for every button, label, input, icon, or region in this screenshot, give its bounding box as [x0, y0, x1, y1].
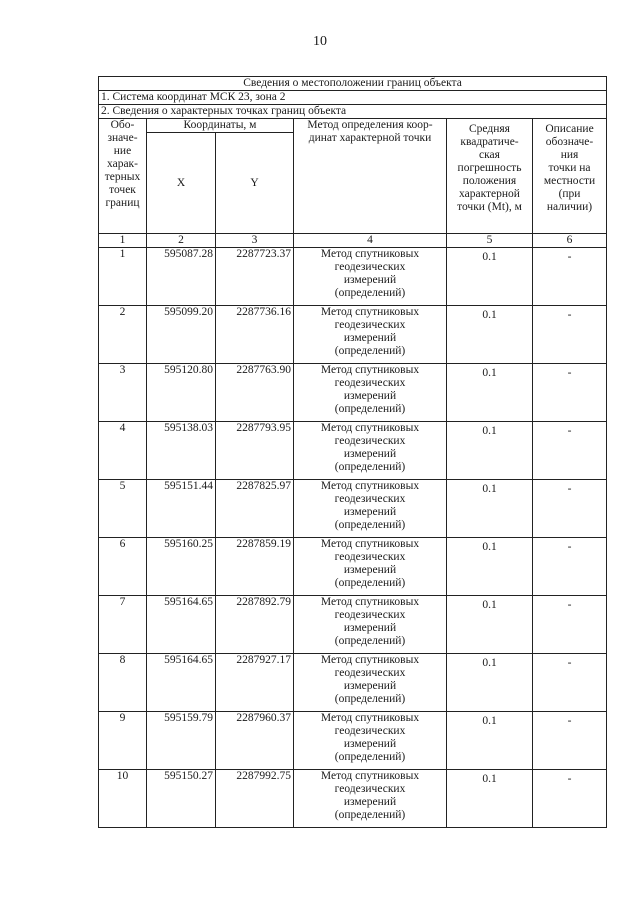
- description-cell: -: [533, 248, 607, 306]
- method-cell: Метод спутниковых геодезических измерений (определений): [294, 422, 447, 480]
- point-number: 1: [99, 248, 147, 306]
- error-cell: 0.1: [447, 654, 533, 712]
- coord-y: 2287736.16: [216, 306, 294, 364]
- method-cell: Метод спутниковых геодезических измерений (определений): [294, 538, 447, 596]
- coord-y: 2287825.97: [216, 480, 294, 538]
- method-cell: Метод спутниковых геодезических измерений (определений): [294, 596, 447, 654]
- column-number: 2: [147, 234, 216, 248]
- description-cell: -: [533, 654, 607, 712]
- method-cell: Метод спутниковых геодезических измерений (определений): [294, 712, 447, 770]
- header-y: Y: [216, 133, 294, 234]
- coord-x: 595120.80: [147, 364, 216, 422]
- point-number: 6: [99, 538, 147, 596]
- header-x: X: [147, 133, 216, 234]
- description-cell: -: [533, 480, 607, 538]
- page-number: 10: [313, 34, 327, 49]
- point-number: 9: [99, 712, 147, 770]
- error-cell: 0.1: [447, 364, 533, 422]
- coord-x: 595099.20: [147, 306, 216, 364]
- column-number: 3: [216, 234, 294, 248]
- coord-x: 595087.28: [147, 248, 216, 306]
- point-number: 5: [99, 480, 147, 538]
- table-row: [99, 306, 607, 364]
- point-number: 10: [99, 770, 147, 828]
- error-cell: 0.1: [447, 248, 533, 306]
- point-number: 3: [99, 364, 147, 422]
- method-cell: Метод спутниковых геодезических измерений (определений): [294, 770, 447, 828]
- description-cell: -: [533, 770, 607, 828]
- header-description: Описание обозначе- ния точки на местности (при наличии): [533, 119, 607, 234]
- error-cell: 0.1: [447, 480, 533, 538]
- boundary-points-table: [98, 76, 607, 828]
- coord-y: 2287892.79: [216, 596, 294, 654]
- coord-x: 595164.65: [147, 596, 216, 654]
- error-cell: 0.1: [447, 538, 533, 596]
- method-cell: Метод спутниковых геодезических измерений (определений): [294, 654, 447, 712]
- error-cell: 0.1: [447, 422, 533, 480]
- table-row: [99, 712, 607, 770]
- coord-x: 595160.25: [147, 538, 216, 596]
- coord-x: 595164.65: [147, 654, 216, 712]
- table-row: [99, 248, 607, 306]
- column-number: 1: [99, 234, 147, 248]
- description-cell: -: [533, 306, 607, 364]
- table-title: Сведения о местоположении границ объекта: [99, 77, 607, 91]
- description-cell: -: [533, 364, 607, 422]
- description-cell: -: [533, 712, 607, 770]
- coord-x: 595151.44: [147, 480, 216, 538]
- point-number: 4: [99, 422, 147, 480]
- table-row: [99, 770, 607, 828]
- point-number: 2: [99, 306, 147, 364]
- column-number-row: [99, 234, 607, 248]
- coord-y: 2287960.37: [216, 712, 294, 770]
- coord-y: 2287763.90: [216, 364, 294, 422]
- column-number: 4: [294, 234, 447, 248]
- point-number: 7: [99, 596, 147, 654]
- header-method: Метод определения коор- динат характерной точки: [294, 119, 447, 234]
- table-row: [99, 422, 607, 480]
- error-cell: 0.1: [447, 770, 533, 828]
- coordinate-system: 1. Система координат МСК 23, зона 2: [99, 91, 607, 105]
- coord-x: 595150.27: [147, 770, 216, 828]
- header-error: Средняя квадратиче- ская погрешность положения характерной точки (Mt), м: [447, 119, 533, 234]
- table-row: [99, 654, 607, 712]
- header-coordinates: Координаты, м: [147, 119, 294, 133]
- coord-y: 2287927.17: [216, 654, 294, 712]
- coord-y: 2287859.19: [216, 538, 294, 596]
- method-cell: Метод спутниковых геодезических измерений (определений): [294, 248, 447, 306]
- error-cell: 0.1: [447, 306, 533, 364]
- column-number: 6: [533, 234, 607, 248]
- method-cell: Метод спутниковых геодезических измерений (определений): [294, 306, 447, 364]
- error-cell: 0.1: [447, 596, 533, 654]
- method-cell: Метод спутниковых геодезических измерений (определений): [294, 480, 447, 538]
- coord-x: 595138.03: [147, 422, 216, 480]
- description-cell: -: [533, 596, 607, 654]
- description-cell: -: [533, 422, 607, 480]
- coord-y: 2287793.95: [216, 422, 294, 480]
- table-row: [99, 480, 607, 538]
- section-heading: 2. Сведения о характерных точках границ объекта: [99, 105, 607, 119]
- header-designation: Обо- значе- ние харак- терных точек границ: [99, 119, 147, 234]
- description-cell: -: [533, 538, 607, 596]
- method-cell: Метод спутниковых геодезических измерений (определений): [294, 364, 447, 422]
- table-row: [99, 596, 607, 654]
- column-number: 5: [447, 234, 533, 248]
- coord-x: 595159.79: [147, 712, 216, 770]
- table-row: [99, 364, 607, 422]
- coord-y: 2287992.75: [216, 770, 294, 828]
- coord-y: 2287723.37: [216, 248, 294, 306]
- error-cell: 0.1: [447, 712, 533, 770]
- table-row: [99, 538, 607, 596]
- point-number: 8: [99, 654, 147, 712]
